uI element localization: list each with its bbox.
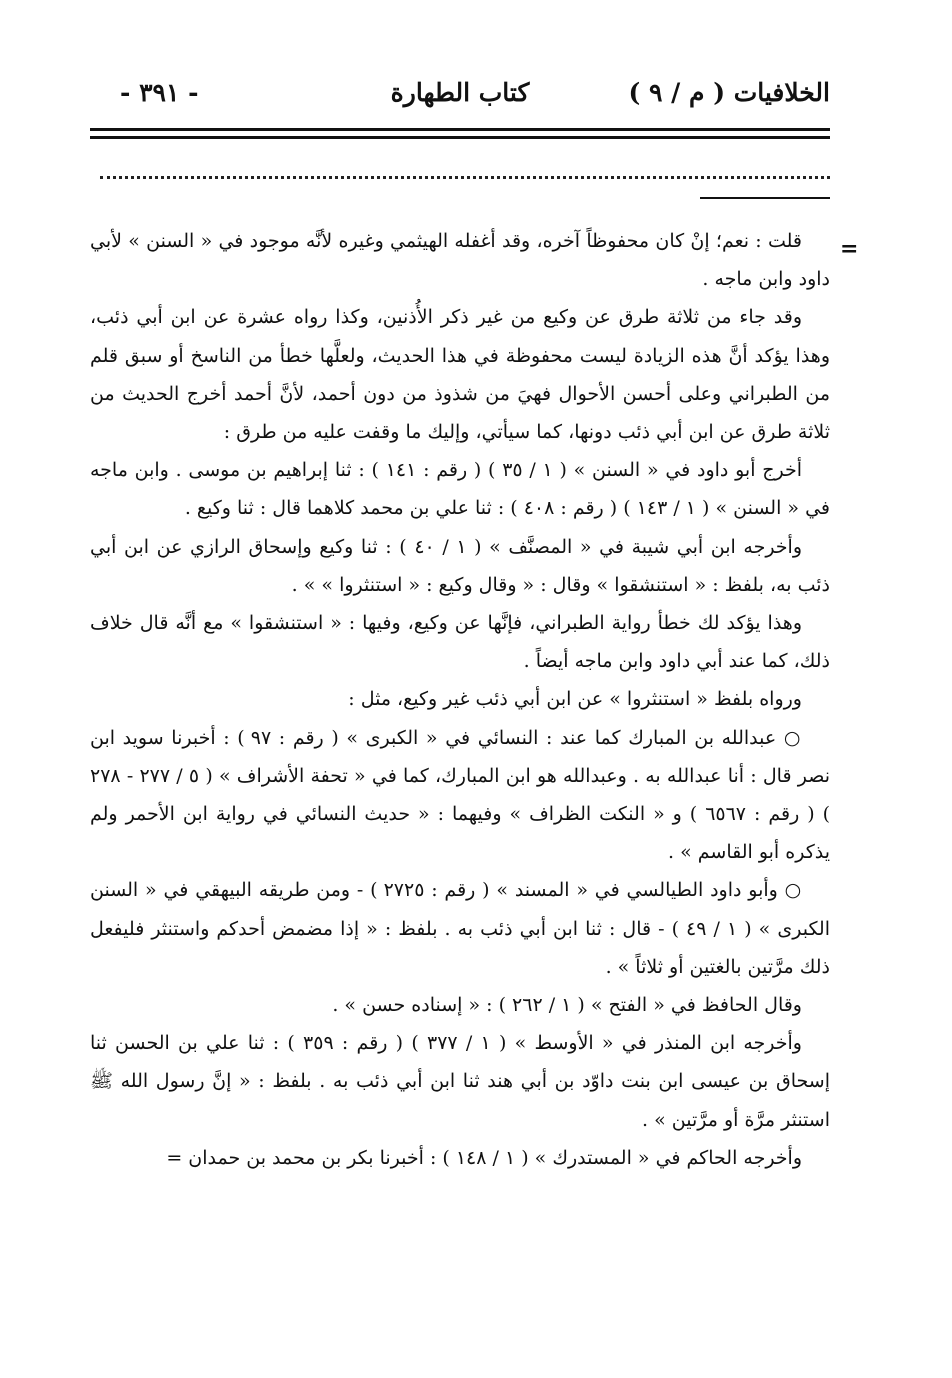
paragraph: وأخرجه الحاكم في « المستدرك » ( ١ / ١٤٨ ) : أخبرنا بكر بن محمد بن حمدان =: [166, 1146, 802, 1169]
continuation-marker: =: [840, 236, 859, 262]
dotted-separator: [100, 176, 830, 179]
paragraph: قلت : نعم؛ إنْ كان محفوظاً آخره، وقد أغفله الهيثمي وغيره لأنَّه موجود في « السنن » لأبي داود وابن ماجه .: [90, 230, 830, 291]
header-rule-bottom: [90, 136, 830, 139]
book-title: الخلافيات ( م / ٩ ): [628, 78, 830, 107]
page-header: [90, 78, 830, 122]
paragraph: وهذا يؤكد لك خطأ رواية الطبراني، فإنَّها عن وكيع، وفيها : « استنشقوا » مع أنَّه قال خلاف ذلك، كما عند أبي داود وابن ماجه أيضاً .: [90, 612, 830, 673]
paragraph: وأخرجه ابن أبي شيبة في « المصنَّف » ( ١ / ٤٠ ) : ثنا وكيع وإسحاق الرازي عن ابن أبي ذئب به، بلفظ : « استنشقوا » وقال : « وقال وكيع : « استنثروا » » .: [90, 535, 830, 596]
chapter-title: كتاب الطهارة: [390, 78, 530, 107]
paragraph: ورواه بلفظ « استنثروا » عن ابن أبي ذئب غير وكيع، مثل :: [348, 688, 802, 711]
paragraph: ○ عبدالله بن المبارك كما عند : النسائي في « الكبرى » ( رقم : ٩٧ ) : أخبرنا سويد ابن نصر قال : أنا عبدالله به . وعبدالله هو ابن المبارك، كما في « تحفة الأشراف » ( ٥ / ٢٧٧ - ٢٧٨ ) ( رقم : ٦٥٦٧ ) و « النكت الظراف » وفيهما : « حديث النسائي في رواية ابن الأحمر ولم يذكره أبو القاسم » .: [90, 726, 830, 864]
paragraph: وقد جاء من ثلاثة طرق عن وكيع من غير ذكر الأُذنين، وكذا رواه عشرة عن ابن أبي ذئب، وهذا يؤكد أنَّ هذه الزيادة ليست محفوظة في هذا الحديث، ولعلَّها خطأ من الناسخ أو سبق قلم من الطبراني وعلى أحسن الأحوال فهيَ من شذوذ من دون أحمد، لأنَّ أحمد أخرج الحديث من ثلاثة طرق عن ابن أبي ذئب دونها، كما سيأتي، وإليك ما وقفت عليه من طرق :: [90, 306, 830, 444]
header-rule-top: [90, 128, 830, 131]
body-text: [90, 222, 830, 1312]
paragraph: أخرج أبو داود في « السنن » ( ١ / ٣٥ ) ( رقم : ١٤١ ) : ثنا إبراهيم بن موسى . وابن ماجه في « السنن » ( ١ / ١٤٣ ) ( رقم : ٤٠٨ ) : ثنا علي بن محمد كلاهما قال : ثنا وكيع .: [90, 459, 830, 520]
paragraph: وأخرجه ابن المنذر في « الأوسط » ( ١ / ٣٧٧ ) ( رقم : ٣٥٩ ) : ثنا علي بن الحسن ثنا إسحاق بن عيسى ابن بنت داوّد بن أبي هند ثنا ابن أبي ذئب به . بلفظ : « إنَّ رسول الله ﷺ استنثر مرَّة أو مرَّتين » .: [90, 1032, 830, 1131]
footnote-rule: [700, 197, 830, 199]
page-number: - ٣٩١ -: [120, 78, 199, 107]
paragraph: وقال الحافظ في « الفتح » ( ١ / ٢٦٢ ) : « إسناده حسن » .: [332, 994, 802, 1017]
paragraph: ○ وأبو داود الطيالسي في « المسند » ( رقم : ٢٧٢٥ ) - ومن طريقه البيهقي في « السنن الكبرى » ( ١ / ٤٩ ) - قال : ثنا ابن أبي ذئب به . بلفظ : « إذا مضمض أحدكم واستنثر فليفعل ذلك مرَّتين بالغتين أو ثلاثاً » .: [90, 879, 831, 978]
